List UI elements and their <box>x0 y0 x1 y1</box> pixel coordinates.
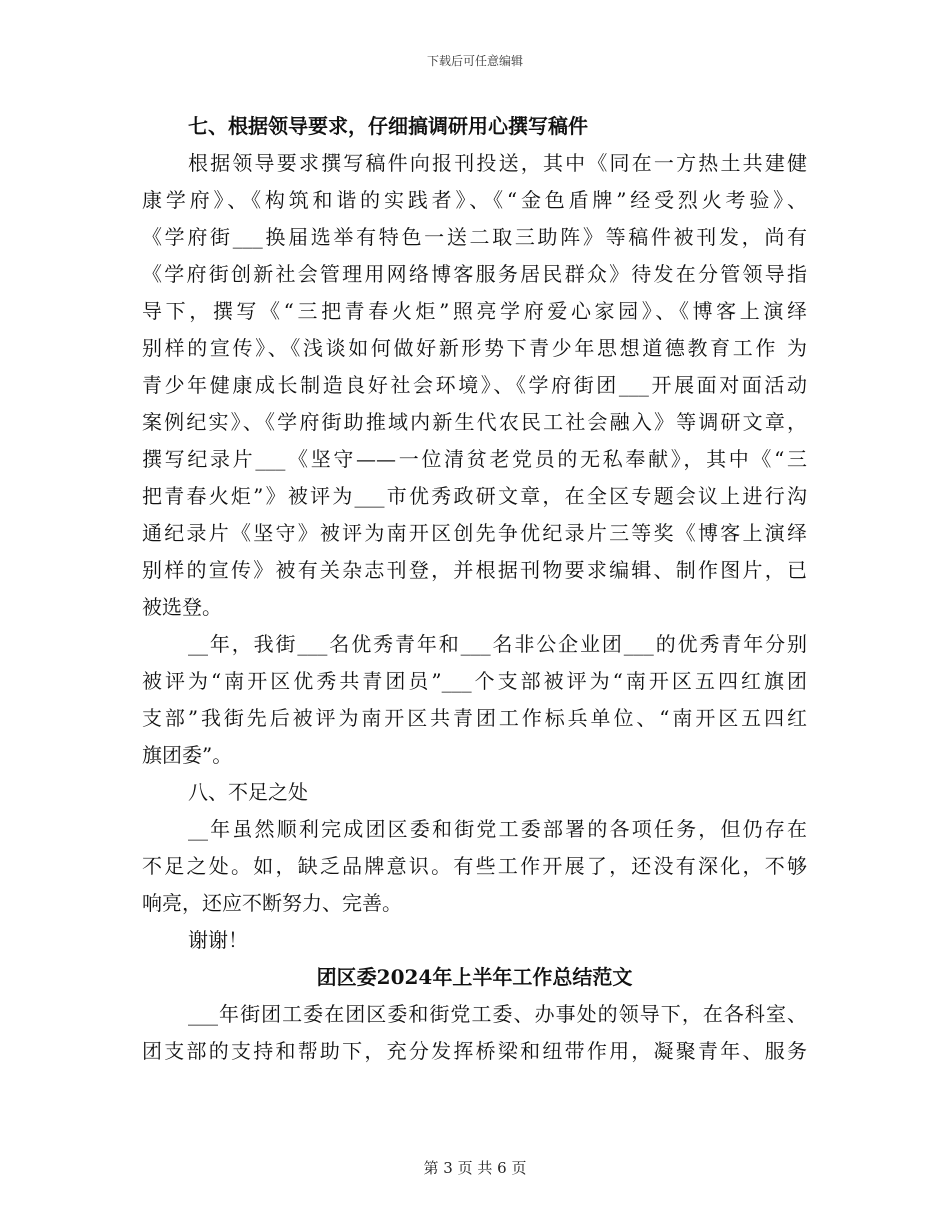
text-line: 撰写纪录片___《坚守——一位清贫老党员的无私奉献》，其中《“三 <box>142 447 807 471</box>
text-line: 被选登。 <box>142 595 222 619</box>
text-line: 《学府街___换届选举有特色一送二取三助阵》等稿件被刊发，尚有 <box>142 225 807 249</box>
text-line: 把青春火炬”》被评为___市优秀政研文章，在全区专题会议上进行沟 <box>142 484 807 508</box>
page-number-footer: 第 3 页 共 6 页 <box>423 1159 527 1177</box>
section-heading-7: 七、根据领导要求，仔细搞调研用心撰写稿件 <box>188 114 588 138</box>
text-line: 支部”我街先后被评为南开区共青团工作标兵单位、“南开区五四红 <box>142 706 807 730</box>
text-line: 旗团委”。 <box>142 743 233 767</box>
text-line: ___年街团工委在团区委和街党工委、办事处的领导下，在各科室、 <box>188 1002 807 1026</box>
text-line: 不足之处。如，缺乏品牌意识。有些工作开展了，还没有深化，不够 <box>142 854 807 878</box>
closing-thanks: 谢谢！ <box>188 928 248 952</box>
text-line: 青少年健康成长制造良好社会环境》、《学府街团___开展面对面活动 <box>142 373 807 397</box>
text-line: 康学府》、《构筑和谐的实践者》、《“金色盾牌”经受烈火考验》、 <box>142 188 807 212</box>
text-line: 被评为“南开区优秀共青团员”___个支部被评为“南开区五四红旗团 <box>142 669 807 693</box>
paragraph-next-intro <box>142 996 807 1070</box>
text-line: __年，我街___名优秀青年和___名非公企业团___的优秀青年分别 <box>188 632 807 656</box>
text-line: 别样的宣传》被有关杂志刊登，并根据刊物要求编辑、制作图片，已 <box>142 558 807 582</box>
next-document-title: 团区委2024年上半年工作总结范文 <box>316 965 633 989</box>
text-line: 《学府街创新社会管理用网络博客服务居民群众》待发在分管领导指 <box>142 262 807 286</box>
text-line: 团支部的支持和帮助下，充分发挥桥梁和纽带作用，凝聚青年、服务 <box>142 1039 807 1063</box>
text-line: 别样的宣传》、《浅谈如何做好新形势下青少年思想道德教育工作 为 <box>142 336 807 360</box>
paragraph-manuscripts <box>142 145 807 626</box>
text-line: 根据领导要求撰写稿件向报刊投送，其中《同在一方热土共建健 <box>188 151 807 175</box>
text-line: 案例纪实》、《学府街助推域内新生代农民工社会融入》等调研文章， <box>142 410 807 434</box>
text-line: __年虽然顺利完成团区委和街党工委部署的各项任务，但仍存在 <box>188 817 807 841</box>
paragraph-shortcomings <box>142 811 807 922</box>
text-line: 响亮，还应不断努力、完善。 <box>142 891 402 915</box>
paragraph-awards <box>142 626 807 774</box>
page-header-note: 下载后可任意编辑 <box>426 54 523 68</box>
text-line: 通纪录片《坚守》被评为南开区创先争优纪录片三等奖《博客上演绎 <box>142 521 807 545</box>
section-heading-8: 八、不足之处 <box>188 780 308 804</box>
document-body <box>142 108 807 1070</box>
text-line: 导下，撰写《“三把青春火炬”照亮学府爱心家园》、《博客上演绎 <box>142 299 807 323</box>
